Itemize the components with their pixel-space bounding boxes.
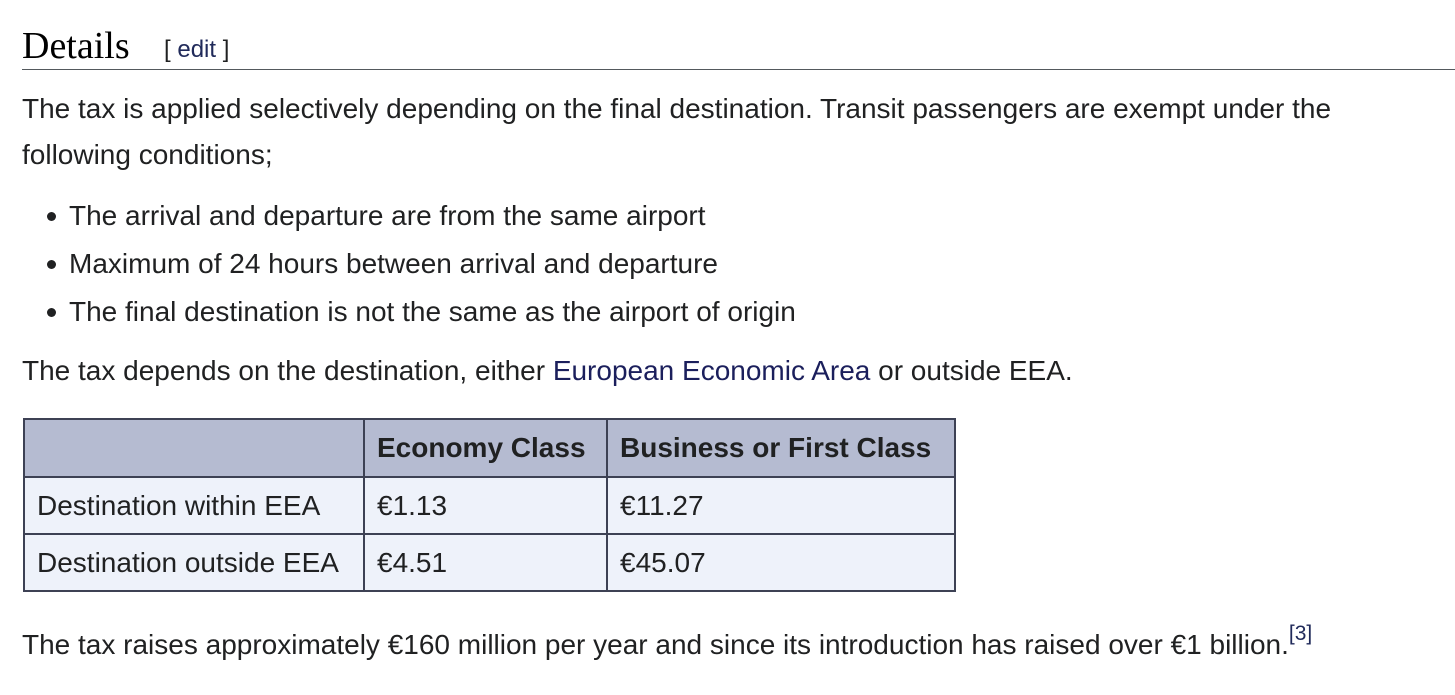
destination-paragraph — [22, 348, 1073, 394]
table-header-row — [24, 419, 955, 477]
citation-link[interactable]: [3] — [1288, 622, 1313, 645]
tax-table — [23, 418, 956, 592]
cell-business-outside-eea: €45.07 — [607, 534, 955, 591]
edit-link[interactable]: edit — [177, 36, 217, 63]
section-title: Details — [22, 25, 130, 67]
destination-text-before: The tax depends on the destination, either — [22, 355, 553, 386]
revenue-text: The tax raises approximately €160 million per year and since its introduction has raised over €1 billion. — [22, 629, 1289, 660]
conditions-list — [22, 192, 796, 336]
cell-economy-outside-eea: €4.51 — [364, 534, 607, 591]
edit-bracket-open: [ — [164, 36, 171, 63]
revenue-paragraph — [22, 622, 1312, 668]
row-label-outside-eea: Destination outside EEA — [24, 534, 364, 591]
row-label-within-eea: Destination within EEA — [24, 477, 364, 534]
table-row — [24, 477, 955, 534]
list-item: The final destination is not the same as the airport of origin — [22, 288, 796, 336]
header-business-first-class: Business or First Class — [607, 419, 955, 477]
list-item: Maximum of 24 hours between arrival and departure — [22, 240, 796, 288]
header-economy-class: Economy Class — [364, 419, 607, 477]
eea-link[interactable]: European Economic Area — [552, 355, 871, 386]
edit-bracket-close: ] — [222, 36, 230, 63]
list-item: The arrival and departure are from the same airport — [22, 192, 796, 240]
table-row — [24, 534, 955, 591]
edit-section — [164, 35, 229, 65]
intro-paragraph: The tax is applied selectively depending on the final destination. Transit passengers are exempt under the following conditions; — [22, 93, 1332, 170]
cell-economy-within-eea: €1.13 — [364, 477, 607, 534]
cell-business-within-eea: €11.27 — [607, 477, 955, 534]
header-corner-cell — [24, 419, 364, 477]
destination-text-after: or outside EEA. — [870, 355, 1073, 386]
section-heading — [22, 24, 1455, 70]
